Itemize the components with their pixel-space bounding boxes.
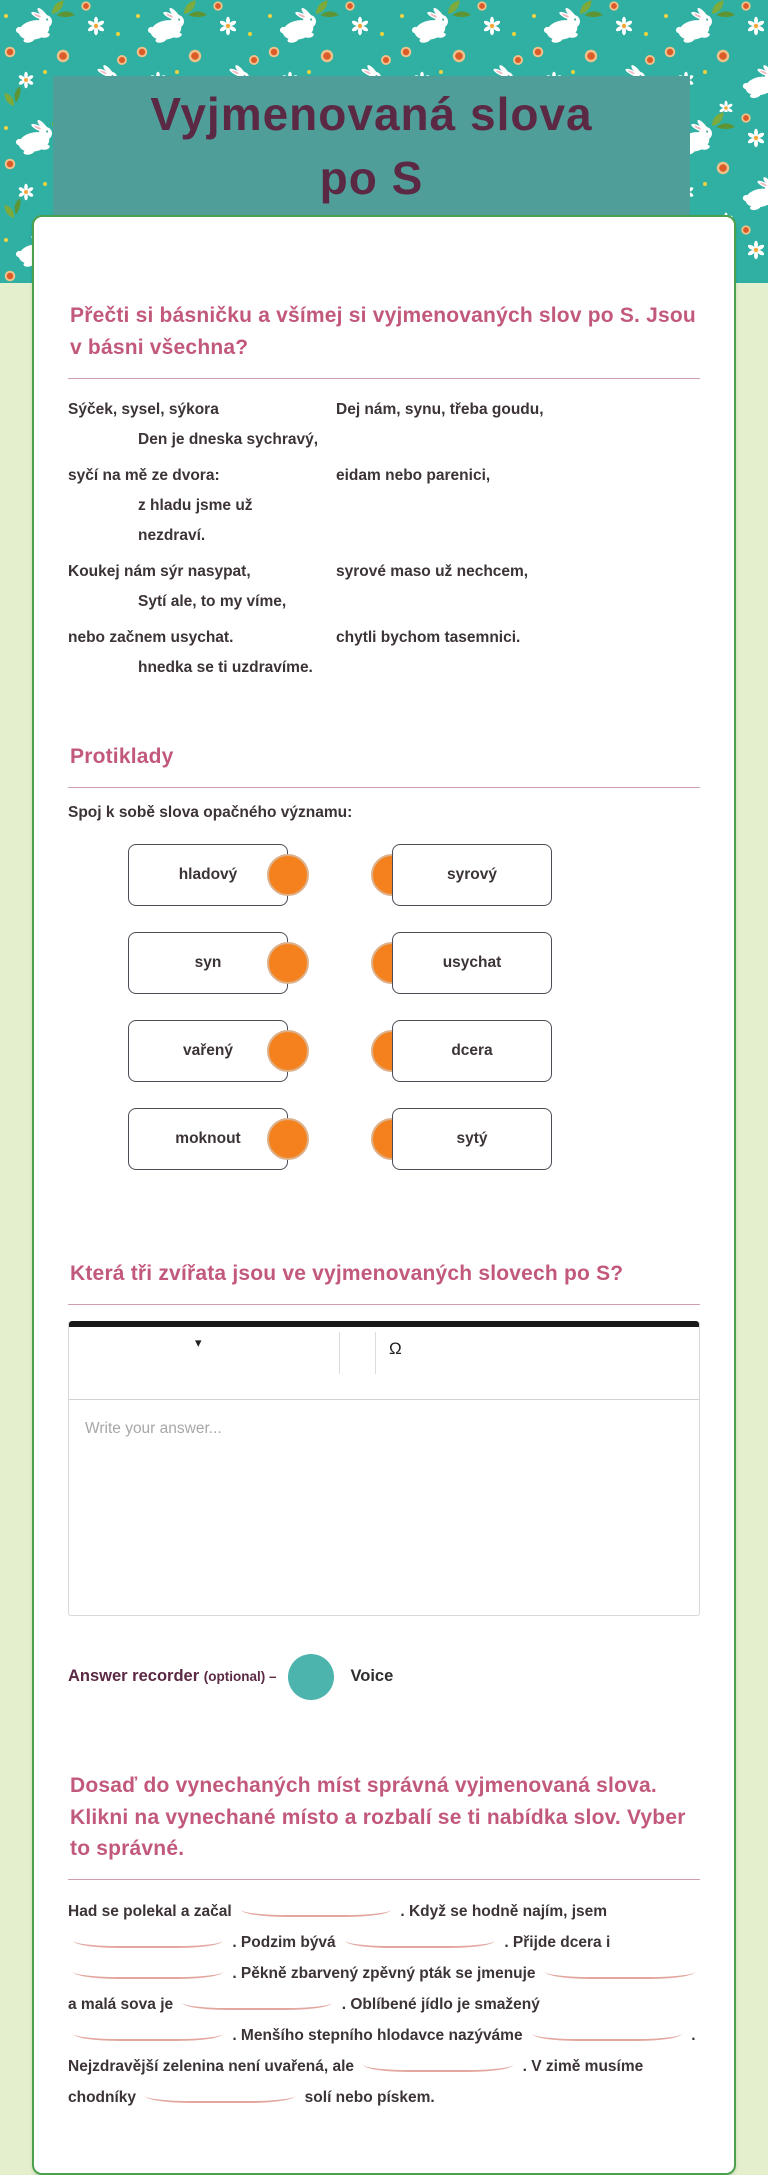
fill-text-segment: Had se polekal a začal xyxy=(68,1903,232,1921)
match-word-left[interactable]: hladový xyxy=(128,844,288,906)
match-word-left[interactable]: moknout xyxy=(128,1108,288,1170)
match-word-right[interactable]: syrový xyxy=(392,844,552,906)
section-poem xyxy=(68,300,700,683)
match-word-right[interactable]: usychat xyxy=(392,932,552,994)
section-fill-blanks xyxy=(68,1770,700,2114)
section-open-answer xyxy=(68,1258,700,1700)
poem-line: Dej nám, synu, třeba goudu, xyxy=(336,400,544,418)
poem-line: Koukej nám sýr nasypat, xyxy=(68,562,251,580)
poem-stanza-row xyxy=(68,623,700,683)
match-word-left[interactable]: syn xyxy=(128,932,288,994)
section2-heading: Protiklady xyxy=(68,741,700,788)
fill-text-segment: . Pěkně zbarvený zpěvný pták se jmenuje xyxy=(232,1965,536,1983)
poem-line: Sytí ale, to my víme, xyxy=(138,592,287,610)
answer-blank[interactable] xyxy=(145,2088,295,2103)
answer-blank[interactable] xyxy=(73,1933,223,1948)
section-matching xyxy=(68,741,700,1170)
match-row xyxy=(128,1020,700,1082)
match-area xyxy=(68,844,700,1170)
connector-dot-left[interactable] xyxy=(267,854,309,896)
poem-line: Den je dneska sychravý, xyxy=(138,430,319,448)
poem-left-column xyxy=(68,395,320,455)
section3-heading: Která tři zvířata jsou ve vyjmenovaných slovech po S? xyxy=(68,1258,700,1305)
connector-dot-left[interactable] xyxy=(267,942,309,984)
answer-blank[interactable] xyxy=(345,1933,495,1948)
voice-record-button[interactable] xyxy=(288,1654,334,1700)
answer-blank[interactable] xyxy=(73,1964,223,1979)
voice-label: Voice xyxy=(350,1667,394,1686)
chevron-down-icon[interactable]: ▾ xyxy=(195,1334,202,1350)
answer-recorder-label: Answer recorder (optional) – xyxy=(68,1667,277,1686)
match-word-right[interactable]: dcera xyxy=(392,1020,552,1082)
fill-text-segment: . Menšího stepního hlodavce nazýváme xyxy=(232,2027,523,2045)
poem-line: nebo začnem usychat. xyxy=(68,628,234,646)
poem-line: chytli bychom tasemnici. xyxy=(336,628,521,646)
fill-text-segment: . Podzim bývá xyxy=(232,1934,336,1952)
worksheet-card xyxy=(32,215,736,2175)
section4-heading: Dosaď do vynechaných míst správná vyjmenovaná slova. Klikni na vynechané místo a rozbalí se ti nabídka slov. Vyber to správné. xyxy=(68,1770,700,1881)
poem xyxy=(68,395,700,683)
poem-left-column xyxy=(68,461,320,551)
match-word-left[interactable]: vařený xyxy=(128,1020,288,1082)
match-row xyxy=(128,844,700,906)
fill-text-segment: solí nebo pískem. xyxy=(304,2089,435,2107)
match-row xyxy=(128,1108,700,1170)
answer-recorder-row xyxy=(68,1654,700,1700)
answer-blank[interactable] xyxy=(545,1964,695,1979)
poem-line: syčí na mě ze dvora: xyxy=(68,466,220,484)
answer-placeholder: Write your answer... xyxy=(85,1419,222,1437)
answer-blank[interactable] xyxy=(241,1902,391,1917)
fill-paragraph xyxy=(68,1896,700,2113)
matching-instruction: Spoj k sobě slova opačného významu: xyxy=(68,803,353,821)
fill-text-segment: . Nejzdravější zelenina není uvařená, ale xyxy=(68,2027,696,2076)
rich-text-editor xyxy=(68,1321,700,1616)
poem-line: eidam nebo parenici, xyxy=(336,466,491,484)
editor-toolbar xyxy=(69,1327,699,1400)
answer-blank[interactable] xyxy=(73,2026,223,2041)
connector-dot-left[interactable] xyxy=(267,1118,309,1160)
toolbar-divider xyxy=(339,1332,340,1374)
connector-dot-left[interactable] xyxy=(267,1030,309,1072)
special-character-icon[interactable]: Ω xyxy=(389,1338,402,1358)
poem-stanza-row xyxy=(68,395,700,455)
fill-text-segment: . Když se hodně najím, jsem xyxy=(400,1903,608,1921)
answer-input[interactable] xyxy=(69,1400,699,1615)
answer-blank[interactable] xyxy=(532,2026,682,2041)
poem-line: hnedka se ti uzdravíme. xyxy=(138,658,313,676)
fill-text-segment: a malá sova je xyxy=(68,1996,174,2014)
match-row xyxy=(128,932,700,994)
toolbar-divider xyxy=(375,1332,376,1374)
section1-heading: Přečti si básničku a všímej si vyjmenovaných slov po S. Jsou v básni všechna? xyxy=(68,300,700,379)
fill-text-segment: . Oblíbené jídlo je smažený xyxy=(341,1996,540,2014)
poem-stanza-row xyxy=(68,461,700,551)
poem-left-column xyxy=(68,557,320,617)
poem-line: syrové maso už nechcem, xyxy=(336,562,529,580)
poem-line: z hladu jsme už nezdraví. xyxy=(138,496,253,544)
fill-text-segment: . V zimě musíme chodníky xyxy=(68,2058,644,2107)
answer-blank[interactable] xyxy=(363,2057,513,2072)
fill-text-segment: . Přijde dcera i xyxy=(504,1934,611,1952)
poem-line: Sýček, sysel, sýkora xyxy=(68,400,219,418)
page-title-line2: po S xyxy=(319,152,424,205)
poem-left-column xyxy=(68,623,320,683)
page-title-line1: Vyjmenovaná slova xyxy=(150,88,593,140)
match-word-right[interactable]: sytý xyxy=(392,1108,552,1170)
poem-stanza-row xyxy=(68,557,700,617)
answer-blank[interactable] xyxy=(182,1995,332,2010)
